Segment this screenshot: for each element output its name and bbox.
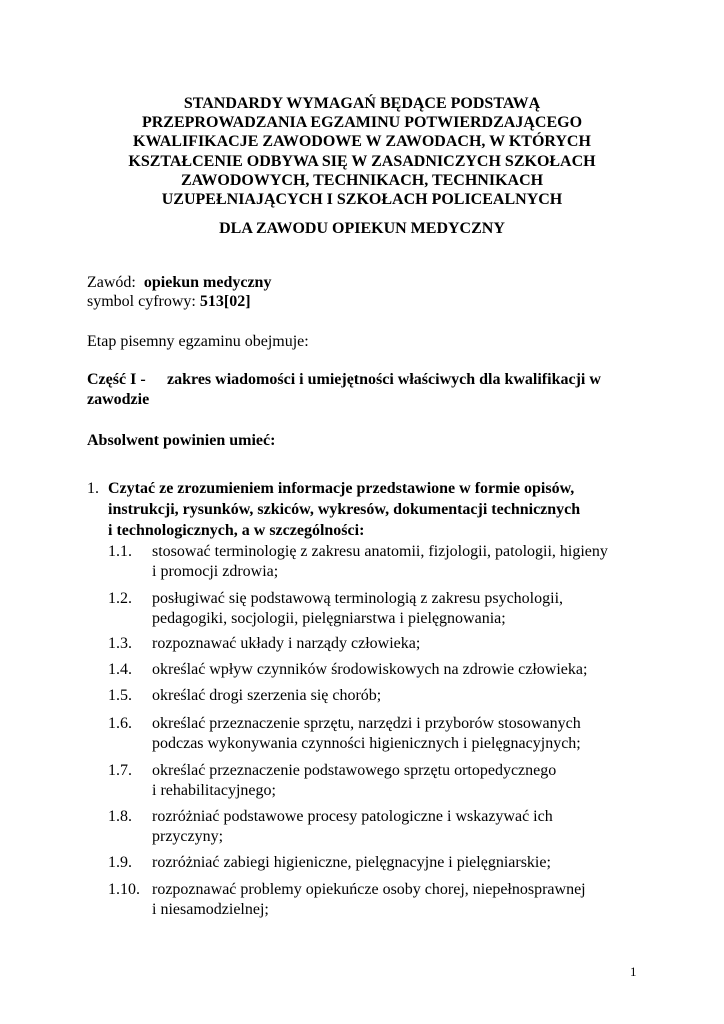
page-number: 1 — [630, 964, 637, 979]
part-one — [87, 370, 647, 410]
subitem-text-line: określać przeznaczenie podstawowego sprzętu ortopedycznego — [152, 762, 557, 779]
subitem-text-line: pedagogiki, socjologii, pielęgniarstwa i pielęgnowania; — [152, 609, 506, 627]
title-line: UZUPEŁNIAJĄCYCH I SZKOŁACH POLICEALNYCH — [161, 191, 563, 209]
subitem-1-9 — [108, 853, 648, 873]
part-label: Część I - — [87, 371, 146, 388]
title-line: KWALIFIKACJE ZAWODOWE W ZAWODACH, W KTÓRYCH — [133, 133, 591, 151]
subitem-text-line: podczas wykonywania czynności higienicznych i pielęgnacyjnych; — [152, 734, 581, 752]
title-line: ZAWODOWYCH, TECHNIKACH, TECHNIKACH — [180, 171, 544, 189]
subitem-text-line: rozpoznawać układy i narządy człowieka; — [152, 635, 421, 652]
list-item-1 — [87, 478, 647, 541]
symbol-line — [87, 292, 251, 311]
profession-value: opiekun medyczny — [143, 274, 272, 291]
subitem-1-2 — [108, 589, 648, 628]
subitem-text-line: stosować terminologię z zakresu anatomii, fizjologii, patologii, higieny — [152, 543, 608, 560]
document-subtitle: DLA ZAWODU OPIEKUN MEDYCZNY — [219, 220, 505, 237]
subitem-text-line: rozróżniać zabiegi higieniczne, pielęgnacyjne i pielęgniarskie; — [152, 854, 551, 871]
subitem-1-7 — [108, 761, 648, 800]
profession-label: Zawód: — [87, 274, 136, 291]
subitem-number: 1.7. — [108, 762, 132, 779]
symbol-value: 513[02] — [199, 293, 251, 310]
graduate-heading: Absolwent powinien umieć: — [87, 432, 276, 449]
subitem-1-1 — [108, 542, 648, 581]
subitem-text-line: rozpoznawać problemy opiekuńcze osoby chorej, niepełnosprawnej — [152, 881, 586, 898]
document-title — [60, 94, 664, 209]
subitem-number: 1.10. — [108, 881, 140, 898]
subitem-text-line: określać wpływ czynników środowiskowych na zdrowie człowieka; — [152, 661, 588, 678]
subitem-number: 1.3. — [108, 635, 132, 652]
subitem-1-5 — [108, 686, 648, 706]
item-number: 1. — [87, 480, 99, 497]
subitem-number: 1.8. — [108, 808, 132, 825]
subitem-text-line: posługiwać się podstawową terminologią z zakresu psychologii, — [152, 590, 564, 607]
subitem-1-8 — [108, 807, 648, 846]
title-line: PRZEPROWADZANIA EGZAMINU POTWIERDZAJĄCEGO — [141, 114, 583, 132]
subitem-number: 1.1. — [108, 543, 132, 560]
subitem-text-line: i rehabilitacyjnego; — [152, 781, 276, 799]
subitem-number: 1.6. — [108, 715, 132, 732]
subitem-1-6 — [108, 714, 648, 753]
title-line: KSZTAŁCENIE ODBYWA SIĘ W ZASADNICZYCH SZKOŁACH — [128, 152, 596, 170]
subitem-text-line: i promocji zdrowia; — [152, 562, 279, 580]
subitem-1-10 — [108, 880, 648, 919]
item-text-line: instrukcji, rysunków, szkiców, wykresów, dokumentacji technicznych — [108, 501, 581, 518]
subitem-text-line: określać przeznaczenie sprzętu, narzędzi i przyborów stosowanych — [152, 715, 581, 732]
subitem-text-line: przyczyny; — [152, 827, 224, 845]
symbol-label: symbol cyfrowy: — [87, 293, 196, 310]
subitem-number: 1.2. — [108, 590, 132, 607]
part-text-line: zakres wiadomości i umiejętności właściwych dla kwalifikacji w — [167, 371, 601, 388]
exam-intro: Etap pisemny egzaminu obejmuje: — [87, 333, 309, 350]
subitem-text-line: i niesamodzielnej; — [152, 900, 269, 918]
subitem-number: 1.9. — [108, 854, 132, 871]
subitem-text-line: rozróżniać podstawowe procesy patologiczne i wskazywać ich — [152, 808, 553, 825]
subitem-number: 1.5. — [108, 687, 132, 704]
subitem-text-line: określać drogi szerzenia się chorób; — [152, 687, 382, 704]
item-text-line: Czytać ze zrozumieniem informacje przedstawione w formie opisów, — [108, 480, 575, 497]
subitem-1-3 — [108, 634, 648, 654]
part-text-line: zawodzie — [87, 391, 150, 408]
item-text-line: i technologicznych, a w szczególności: — [108, 522, 365, 539]
subitem-1-4 — [108, 660, 648, 680]
title-line: STANDARDY WYMAGAŃ BĘDĄCE PODSTAWĄ — [183, 95, 541, 112]
profession-line — [87, 273, 271, 292]
subitem-number: 1.4. — [108, 661, 132, 678]
